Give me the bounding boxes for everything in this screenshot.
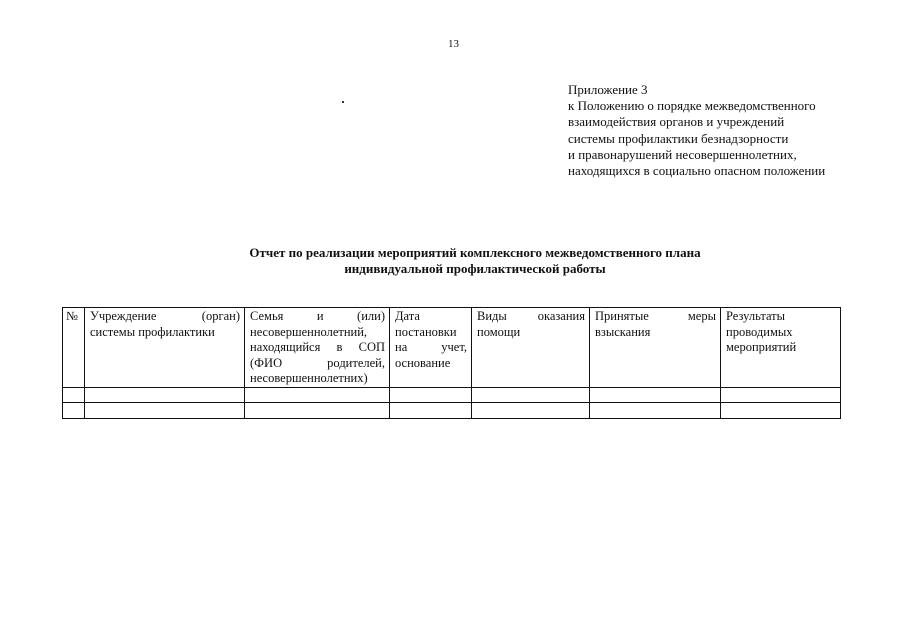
report-title-line: индивидуальной профилактической работы [344, 261, 606, 276]
header-penalties: Принятые меры взыскания [590, 308, 721, 388]
table-cell [590, 387, 721, 402]
appendix-line: взаимодействия органов и учреждений [568, 114, 785, 130]
appendix-line: и правонарушений несовершеннолетних, [568, 146, 797, 162]
table-cell [245, 387, 390, 402]
header-registration-date: Дата постановки на учет, основание [390, 308, 472, 388]
appendix-line: системы профилактики безнадзорности [568, 130, 789, 146]
appendix-line: находящихся в социально опасном положении [568, 163, 826, 179]
table-cell [85, 387, 245, 402]
table-row [63, 387, 841, 402]
table-cell [245, 402, 390, 418]
table-cell [721, 387, 841, 402]
table-cell [590, 402, 721, 418]
table-cell [472, 387, 590, 402]
appendix-line: к Положению о порядке межведомственного [568, 98, 816, 114]
table-header-row [63, 308, 841, 388]
header-assistance-types: Виды оказания помощи [472, 308, 590, 388]
appendix-block [568, 82, 825, 179]
table-cell [63, 402, 85, 418]
table-cell [63, 387, 85, 402]
report-title-line: Отчет по реализации мероприятий комплексного межведомственного плана [249, 245, 701, 260]
header-number: № [63, 308, 85, 388]
table-cell [390, 402, 472, 418]
page-number: 13 [448, 38, 459, 50]
table-cell [472, 402, 590, 418]
appendix-line: Приложение 3 [568, 82, 648, 97]
table-row [63, 402, 841, 418]
table-cell [85, 402, 245, 418]
header-results: Результаты проводимых мероприятий [721, 308, 841, 388]
report-title [150, 245, 800, 277]
report-table [62, 307, 841, 419]
table-cell [390, 387, 472, 402]
scan-speck [342, 101, 344, 103]
header-institution: Учреждение (орган) системы профилактики [85, 308, 245, 388]
table-cell [721, 402, 841, 418]
header-family: Семья и (или) несовершеннолетний, находящийся в СОП (ФИО родителей, несовершеннолетних) [245, 308, 390, 388]
